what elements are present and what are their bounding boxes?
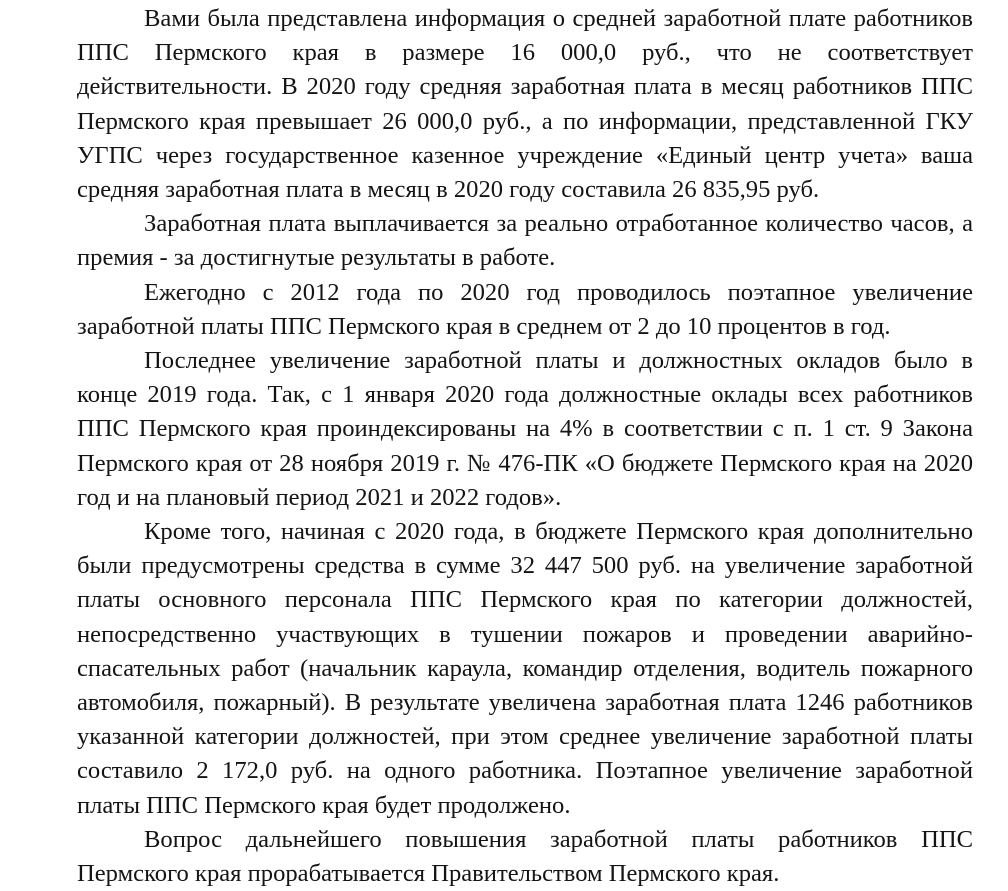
- paragraph-salary-info: Вами была представлена информация о средней заработной плате работников ППС Пермского края в размере 16 000,0 руб., что не соответствует действительности. В 2020 году средняя заработная плата в месяц работников ППС Пермского края превышает 26 000,0 руб., а по информации, представленной ГКУ УГПС через государственное казенное учреждение «Единый центр учета» ваша средняя заработная плата в месяц в 2020 году составила 26 835,95 руб.: [77, 5, 973, 204]
- paragraph-further-increase: Вопрос дальнейшего повышения заработной платы работников ППС Пермского края прорабатывается Правительством Пермского края.: [77, 825, 973, 888]
- paragraph-annual-increase: Ежегодно с 2012 года по 2020 год проводилось поэтапное увеличение заработной платы ППС Пермского края в среднем от 2 до 10 процентов в год.: [77, 278, 973, 340]
- paragraph-last-increase: Последнее увеличение заработной платы и должностных окладов было в конце 2019 года. Так, с 1 января 2020 года должностные оклады всех работников ППС Пермского края проиндексированы на 4% в соответствии с п. 1 ст. 9 Закона Пермского края от 28 ноября 2019 г. № 476-ПК «О бюджете Пермского края на 2020 год и на плановый период 2021 и 2022 годов».: [77, 347, 973, 511]
- paragraph-salary-basis: Заработная плата выплачивается за реально отработанное количество часов, а премия - за достигнутые результаты в работе.: [77, 210, 973, 272]
- document-body: [77, 0, 973, 891]
- paragraph-budget-funds: Кроме того, начиная с 2020 года, в бюджете Пермского края дополнительно были предусмотрены средства в сумме 32 447 500 руб. на увеличение заработной платы основного персонала ППС Пермского края по категории должностей, непосредственно участвующих в тушении пожаров и проведении аварийно-спасательных работ (начальник караула, командир отделения, водитель пожарного автомобиля, пожарный). В результате увеличена заработная плата 1246 работников указанной категории должностей, при этом среднее увеличение заработной платы составило 2 172,0 руб. на одного работника. Поэтапное увеличение заработной платы ППС Пермского края будет продолжено.: [77, 518, 973, 819]
